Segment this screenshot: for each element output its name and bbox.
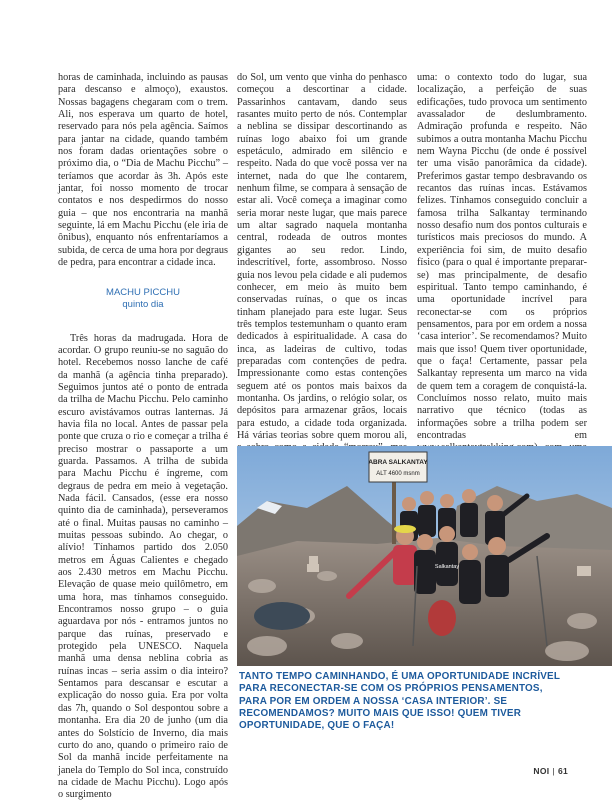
article-closing-text: uma: o contexto todo do lugar, sua localização, a perfeição de suas edificações, tudo provoca um sentimento avassalador de deslumbramento. Admiração profunda e respeito. Não subimos a outra montanha Machu Picchu nem Wayna Picchu (de onde é possível ter uma visão panorâmica da cidade). Preferimos gastar tempo desbravando os recantos das ruínas incas. Estávamos felizes. Tínhamos conseguido concluir a famosa trilha Salkantay terminando nosso desafio num dos pontos culturais e turísticos mais preciosos do mundo. A experiência foi sim, de muito desafio físico (para o qual é importante preparar-se) mas principalmente, de desafio espiritual. Tanto tempo caminhando, é uma oportunidade incrível para reconectar-se com os próprios pensamentos, para por em ordem a nossa ‘casa interior’. Se recomendamos? Muito mais que isso! Quem tiver oportunidade, que o faça! Certamente, passar pela Salkantay representa um marco na vida de quem tem a coragem de conquistá-la. Concluímos nosso relato, muito mais narrativo que técnico (todas as informações sobre a trilha podem ser encontradas em [417, 72, 587, 441]
backpack-red [428, 600, 456, 636]
article-paragraph: horas de caminhada, incluindo as pausas para descanso e almoço), exaustos. Nossas bagagens chegaram com o trem. Ali, nos esperava um quarto de hotel, reservado para nós pela agência. Saímos para jantar na cidade, quando também nos foram dadas orientações sobre o próximo dia, o “Dia de Machu Picchu” – teríamos que acordar às 3h. Após este jantar, foi nosso momento de trocar contatos e nos despedirmos do nosso guia – que nos encontraria na manhã seguinte, lá em Machu Picchu (ele iria de ônibus), enquanto nós enfrentaríamos a subida, de cerca de uma hora por degraus de pedra, para encontrar a cidade inca. [58, 72, 228, 269]
group-photo [237, 446, 612, 666]
backpack-pile [254, 602, 310, 630]
page-number: 61 [557, 766, 568, 776]
shirt-logo: Salkantay [434, 564, 460, 570]
article-column-1 [58, 72, 228, 801]
article-paragraph: do Sol, um vento que vinha do penhasco começou a descortinar a cidade. Passarinhos cantavam, dando seus rasantes muito perto de nós. Contemplar a neblina se dissipar descortinando as ruínas logo abaixo foi um grande espetáculo, admirado em silêncio e respeito. Nada do que você possa ver na internet, nada do que lhe contarem, nenhum filme, se compara à sensação de estar ali. Você começa a imaginar como seria morar neste lugar, que mais parece um altar sagrado naquela montanha central, rodeada de outros montes gigantes ao seu redor. Lindo, indescritível, forte, assombroso. Nosso guia nos levou pela cidade e ali pudemos conhecer, em meio às muito bem conservadas ruínas, o que os incas tinham planejado para este lugar. Seus três templos testemunham o quanto eram dedicados à espiritualidade. A casa do inca, as ladeiras de cultivo, todas preparadas com contenções de pedra. Impressionante como estas contenções seguem até os pontos mais baixos da montanha. Os jardins, o relógio solar, os depósitos para armazenar grãos, locais para estudo, a cidade toda organizada. Há várias teorias sobre quem morou ali, [237, 72, 407, 441]
article-paragraph [417, 72, 587, 467]
article-column-2 [237, 72, 407, 442]
sign-post [392, 474, 396, 544]
sign-line-1: ABRA SALKANTAY [368, 459, 428, 466]
section-heading [58, 287, 228, 311]
article-column-3 [417, 72, 587, 441]
section-subtitle: quinto dia [122, 298, 164, 310]
sign-board [369, 452, 427, 482]
article-paragraph: Três horas da madrugada. Hora de acordar. O grupo reuniu-se no saguão do hotel. Recebemos nosso lanche de café da manhã (a agência tinha preparado). Seguimos juntos até o ponto de entrada da trilha de Machu Picchu. Pelo caminho escuro avistávamos outras lanternas. Já havia fila no local. Antes de passar pela ponte que cruza o rio e começar a trilha é preciso mostrar o passaporte a um guarda. Passamos. A trilha de subida para Machu Picchu é íngreme, com degraus de pedra em meio à vegetação. Nada fácil. Cansados, (esse era nosso quinto dia de caminhada), perseveramos até o final. Muitas pausas no caminho – muitas pessoas subindo. Ao chegar, o alívio! Tínhamos partido dos 2.050 metros em Águas Calientes e chegado aos 2.430 metros em Machu Picchu. Elevação de quase meio quilômetro, em uma hora, mas tínhamos conseguido. Encontramos nosso grupo – o guia aguardava por nós - entramos juntos no parque das ruínas, preservado e protegido pela UNESCO. Naquela manhã uma densa neblina cobria as ruínas incas – seria assim o dia inteiro? Sentamos para descansar e escutar a explicação do nosso guia. Era por volta das 7h, quando o Sol despontou sobre a montanha. Era dia 20 de junho (um dia antes do Solstício de Inverno, dia mais curto do ano, quando o primeiro raio de Sol da manhã incide perfeitamente na janela do Templo do Sol inca, construído na cidade de Machu Picchu). Logo após o surgimento [58, 332, 228, 801]
photo-caption: TANTO TEMPO CAMINHANDO, É UMA OPORTUNIDADE INCRÍVEL PARA RECONECTAR-SE COM OS PRÓPRIOS PENSAMENTOS, PARA POR EM ORDEM A NOSSA ‘CASA INTERIOR’. SE RECOMENDAMOS? MUITO MAIS QUE ISSO! QUEM TIVER OPORTUNIDADE, QUE O FAÇA! [239, 671, 560, 732]
page-footer [533, 766, 568, 776]
magazine-name: NOI [533, 766, 550, 776]
hiker [459, 544, 481, 604]
hiker [436, 526, 458, 586]
hiker [418, 491, 436, 537]
hiker [460, 489, 478, 537]
footer-separator: | [552, 766, 555, 776]
hiker [414, 534, 436, 594]
section-title: MACHU PICCHU [106, 286, 180, 298]
sign-line-2: ALT 4600 msnm [376, 471, 420, 477]
